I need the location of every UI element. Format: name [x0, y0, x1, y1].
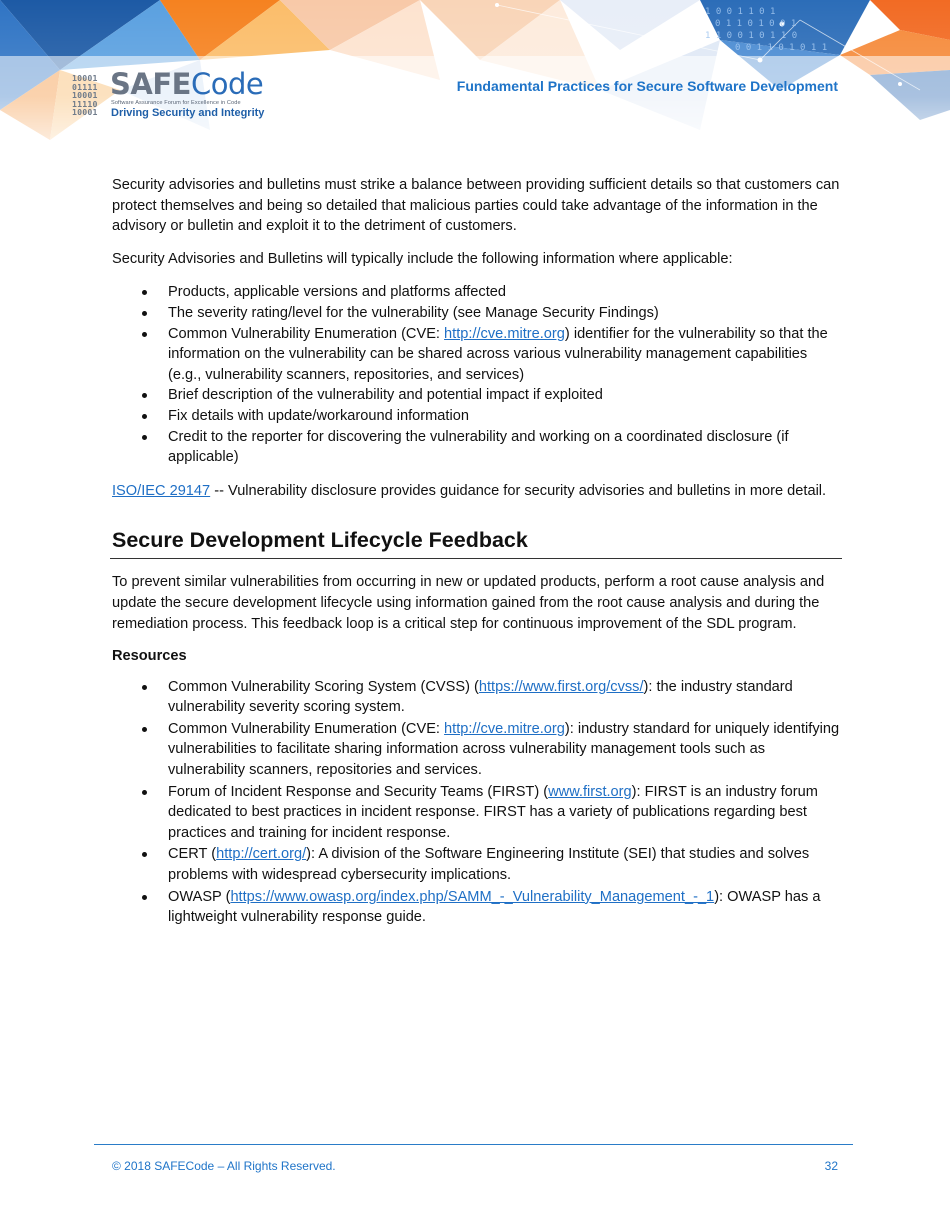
- list-item: Common Vulnerability Enumeration (CVE: http://cve.mitre.org) identifier for the vulnerability so that the information on the vulnerability can be shared across various vulnerability management capabilities (e.g., vulnerability scanners, repositories, and services): [112, 324, 840, 386]
- safecode-logo: [72, 67, 272, 124]
- section-heading: Secure Development Lifecycle Feedback: [112, 528, 528, 553]
- footer-divider: [94, 1144, 853, 1145]
- resources-heading: Resources: [112, 648, 187, 665]
- list-item: Brief description of the vulnerability and potential impact if exploited: [112, 385, 840, 406]
- page-number: 32: [824, 1159, 838, 1173]
- list-item: Forum of Incident Response and Security Teams (FIRST) (www.first.org): FIRST is an industry forum dedicated to best practices in incident response. FIRST has a variety of publications regarding best practices and training for incident response.: [112, 782, 840, 844]
- page-content: [112, 175, 840, 929]
- resources-list: [112, 677, 840, 928]
- logo-binary-mark: 10001 01111 10001 11110 10001: [72, 73, 98, 118]
- first-link[interactable]: www.first.org: [548, 783, 632, 800]
- cvss-link[interactable]: https://www.first.org/cvss/: [478, 678, 644, 695]
- document-title: Fundamental Practices for Secure Software Development: [456, 78, 838, 94]
- list-item: Credit to the reporter for discovering the vulnerability and working on a coordinated disclosure (if applicable): [112, 427, 840, 468]
- list-item: CERT (http://cert.org/): A division of the Software Engineering Institute (SEI) that studies and solves problems with widespread cybersecurity implications.: [112, 844, 840, 885]
- section-paragraph: To prevent similar vulnerabilities from occurring in new or updated products, perform a root cause analysis and update the secure development lifecycle using information gained from the root cause analysis and during the remediation process. This feedback loop is a critical step for continuous improvement of the SDL program.: [112, 574, 825, 632]
- section-divider: [110, 558, 842, 559]
- footer-copyright: © 2018 SAFECode – All Rights Reserved.: [112, 1159, 336, 1173]
- iso-link[interactable]: ISO/IEC 29147: [112, 482, 211, 499]
- logo-subtitle: Software Assurance Forum for Excellence in Code: [111, 100, 241, 106]
- cve-link[interactable]: http://cve.mitre.org: [444, 325, 565, 342]
- intro-paragraph-2: Security Advisories and Bulletins will typically include the following information where applicable:: [112, 250, 733, 267]
- cve-link[interactable]: http://cve.mitre.org: [444, 720, 565, 737]
- logo-tagline: Driving Security and Integrity: [111, 107, 265, 119]
- owasp-link[interactable]: https://www.owasp.org/index.php/SAMM_-_Vulnerability_Management_-_1: [230, 888, 715, 905]
- list-item: The severity rating/level for the vulnerability (see Manage Security Findings): [112, 303, 840, 324]
- logo-wordmark: SAFECode: [110, 67, 264, 101]
- cert-link[interactable]: http://cert.org/: [216, 846, 307, 863]
- list-item: Products, applicable versions and platforms affected: [112, 282, 840, 303]
- list-item: Common Vulnerability Enumeration (CVE: http://cve.mitre.org): industry standard for uniquely identifying vulnerabilities to facilitate sharing information across vulnerability management tools such as vulnerability scanners, repositories and services.: [112, 719, 840, 781]
- list-item: Common Vulnerability Scoring System (CVSS) (https://www.first.org/cvss/): the industry standard vulnerability severity scoring system.: [112, 677, 840, 718]
- iso-paragraph: ISO/IEC 29147 -- Vulnerability disclosure provides guidance for security advisories and bulletins in more detail.: [112, 482, 827, 499]
- list-item: OWASP (https://www.owasp.org/index.php/SAMM_-_Vulnerability_Management_-_1): OWASP has a lightweight vulnerability response guide.: [112, 887, 840, 928]
- list-item: Fix details with update/workaround information: [112, 406, 840, 427]
- intro-paragraph-1: Security advisories and bulletins must strike a balance between providing sufficient details so that customers can protect themselves and being so detailed that malicious parties could take advantage of the information in the advisory or bulletin and exploit it to the detriment of customers.: [112, 177, 840, 235]
- advisory-info-list: [112, 282, 840, 467]
